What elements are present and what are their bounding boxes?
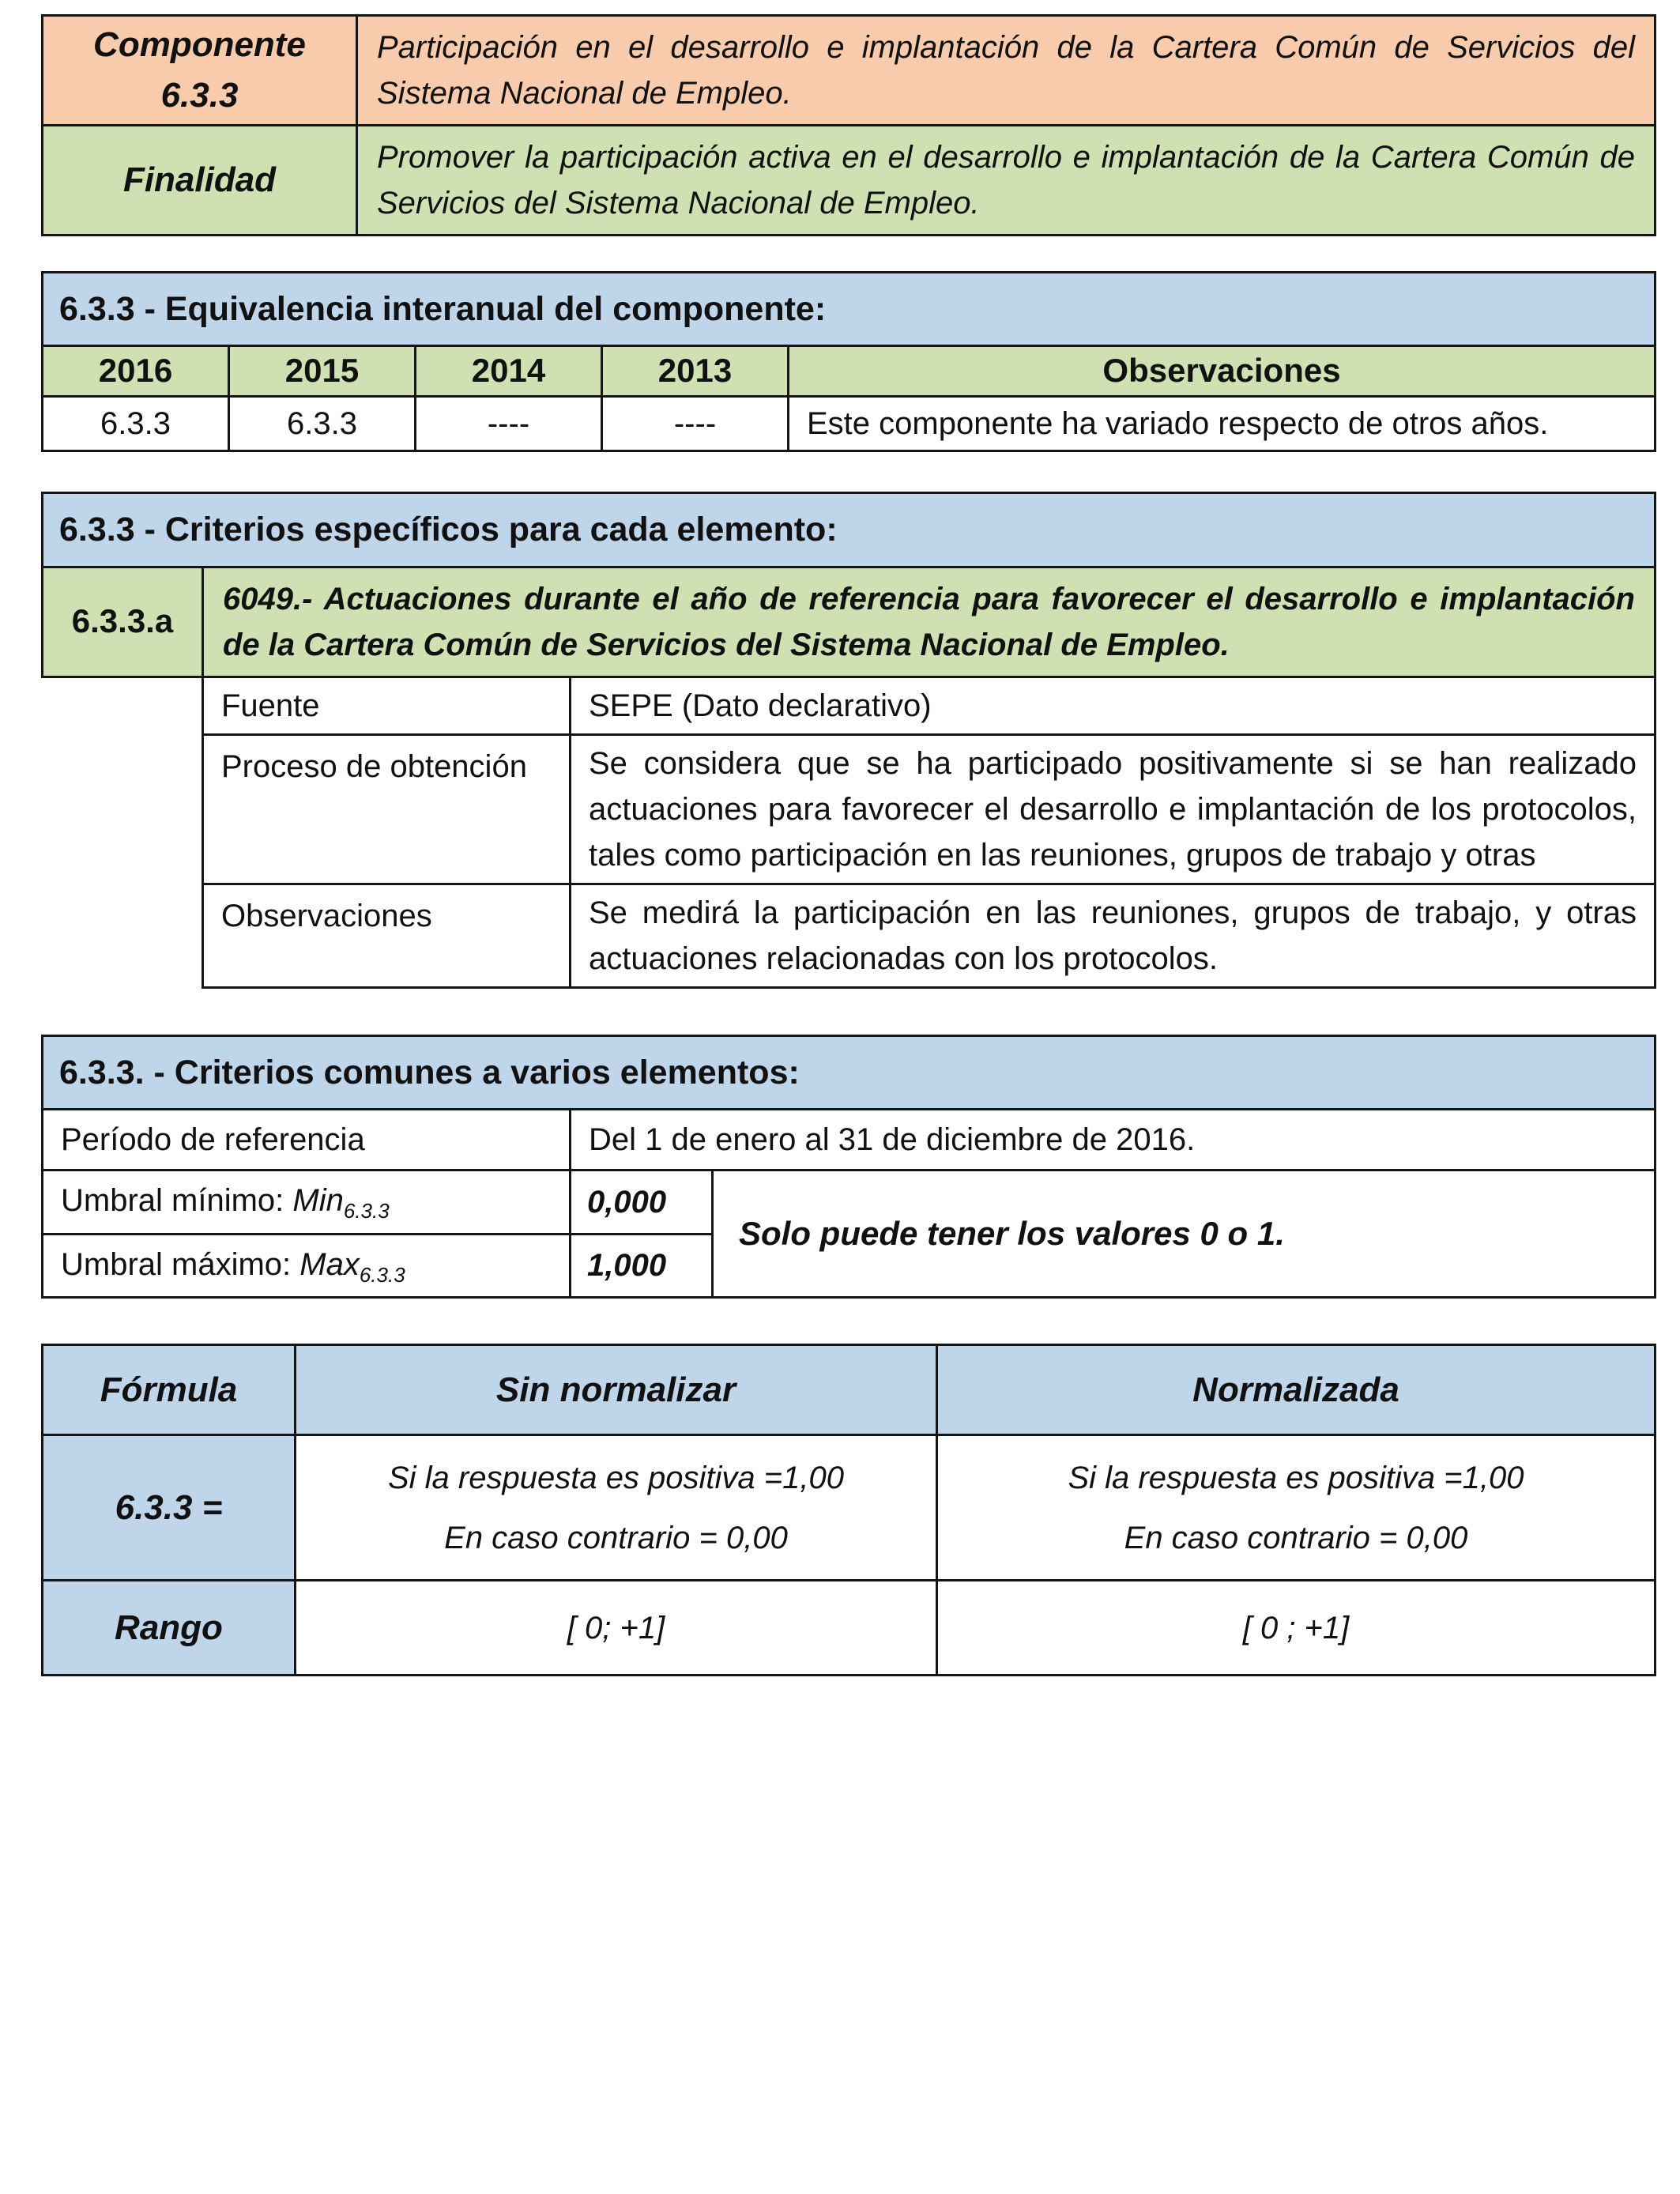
- year-header-2016: 2016: [43, 346, 229, 397]
- finalidad-label-cell: Finalidad: [43, 126, 357, 236]
- element-id-cell: 6.3.3.a: [43, 567, 203, 677]
- criterios-especificos-subtable: [202, 676, 1656, 989]
- proceso-value: Se considera que se ha participado positivamente si se han realizado actuaciones para favorecer el desarrollo e implantación de los protocolos, tales como participación en las reuniones, grupos de trabajo y otras: [571, 734, 1656, 884]
- componente-number: 6.3.3: [160, 76, 239, 115]
- umbral-min-var: Min: [292, 1182, 344, 1218]
- table-row: [203, 884, 1656, 987]
- table-row: [43, 1035, 1656, 1109]
- normalizada-formula: [937, 1435, 1656, 1581]
- formula-header: Fórmula: [43, 1345, 296, 1435]
- umbral-max-subscript: 6.3.3: [359, 1262, 405, 1287]
- component-header-table: [41, 14, 1656, 236]
- finalidad-text-cell: Promover la participación activa en el desarrollo e implantación de la Cartera Común de Servicios del Sistema Nacional de Empleo.: [357, 126, 1656, 236]
- fuente-label: Fuente: [203, 677, 571, 734]
- element-description-cell: 6049.- Actuaciones durante el año de referencia para favorecer el desarrollo e implantación de la Cartera Común de Servicios del Sistema Nacional de Empleo.: [203, 567, 1656, 677]
- criterios-comunes-title: 6.3.3. - Criterios comunes a varios elementos:: [43, 1035, 1656, 1109]
- observaciones-value: Se medirá la participación en las reuniones, grupos de trabajo, y otras actuaciones relacionadas con los protocolos.: [571, 884, 1656, 987]
- year-value-2015: 6.3.3: [229, 397, 416, 451]
- componente-label: Componente: [93, 25, 306, 65]
- year-value-2013: ----: [602, 397, 789, 451]
- criterios-especificos-title: 6.3.3 - Criterios específicos para cada elemento:: [43, 493, 1656, 567]
- umbral-max-prefix: Umbral máximo:: [61, 1246, 300, 1282]
- rango-label-cell: Rango: [43, 1581, 296, 1676]
- table-row: [43, 1435, 1656, 1581]
- normalizada-header: Normalizada: [937, 1345, 1656, 1435]
- umbral-min-prefix: Umbral mínimo:: [61, 1182, 293, 1218]
- year-header-2013: 2013: [602, 346, 789, 397]
- year-value-2014: ----: [416, 397, 602, 451]
- umbral-max-value: 1,000: [571, 1234, 713, 1298]
- umbral-max-label: [43, 1234, 571, 1298]
- table-row: [43, 346, 1656, 397]
- table-row: [43, 397, 1656, 451]
- formula-id-cell: 6.3.3 =: [43, 1435, 296, 1581]
- table-row: [43, 16, 1656, 126]
- table-row: [43, 1581, 1656, 1676]
- umbral-min-value: 0,000: [571, 1170, 713, 1234]
- valores-note: Solo puede tener los valores 0 o 1.: [713, 1170, 1656, 1297]
- table-row: [43, 493, 1656, 567]
- year-header-2014: 2014: [416, 346, 602, 397]
- periodo-label: Período de referencia: [43, 1109, 571, 1170]
- sin-normalizar-formula: [296, 1435, 937, 1581]
- componente-text-cell: Participación en el desarrollo e implantación de la Cartera Común de Servicios del Sistema Nacional de Empleo.: [357, 16, 1656, 126]
- formula-table: [41, 1344, 1656, 1676]
- umbral-min-subscript: 6.3.3: [343, 1198, 390, 1223]
- table-row: [43, 567, 1656, 677]
- rango-sin-normalizar: [ 0; +1]: [296, 1581, 937, 1676]
- rango-normalizada: [ 0 ; +1]: [937, 1581, 1656, 1676]
- sin-normalizar-line1: Si la respuesta es positiva =1,00: [387, 1460, 844, 1495]
- observaciones-label: Observaciones: [203, 884, 571, 987]
- sin-normalizar-header: Sin normalizar: [296, 1345, 937, 1435]
- year-value-2016: 6.3.3: [43, 397, 229, 451]
- normalizada-line2: En caso contrario = 0,00: [1124, 1520, 1468, 1555]
- periodo-value: Del 1 de enero al 31 de diciembre de 2016.: [571, 1109, 1656, 1170]
- equivalencia-title: 6.3.3 - Equivalencia interanual del componente:: [43, 273, 1656, 346]
- document-page: [41, 14, 1656, 1676]
- table-row: [203, 677, 1656, 734]
- criterios-especificos-table: [41, 492, 1656, 677]
- criterios-especificos-subtable-wrapper: [202, 676, 1656, 989]
- criterios-comunes-table: [41, 1035, 1656, 1299]
- proceso-label: Proceso de obtención: [203, 734, 571, 884]
- sin-normalizar-line2: En caso contrario = 0,00: [444, 1520, 788, 1555]
- componente-label-cell: [43, 16, 357, 126]
- umbral-min-label: [43, 1170, 571, 1234]
- table-row: [43, 126, 1656, 236]
- observation-text: Este componente ha variado respecto de otros años.: [789, 397, 1656, 451]
- table-row: [43, 273, 1656, 346]
- table-row: [203, 734, 1656, 884]
- year-header-2015: 2015: [229, 346, 416, 397]
- table-row: [43, 1109, 1656, 1170]
- fuente-value: SEPE (Dato declarativo): [571, 677, 1656, 734]
- table-row: [43, 1170, 1656, 1234]
- umbral-max-var: Max: [299, 1246, 360, 1282]
- normalizada-line1: Si la respuesta es positiva =1,00: [1068, 1460, 1524, 1495]
- observaciones-header: Observaciones: [789, 346, 1656, 397]
- table-row: [43, 1345, 1656, 1435]
- equivalencia-table: [41, 271, 1656, 452]
